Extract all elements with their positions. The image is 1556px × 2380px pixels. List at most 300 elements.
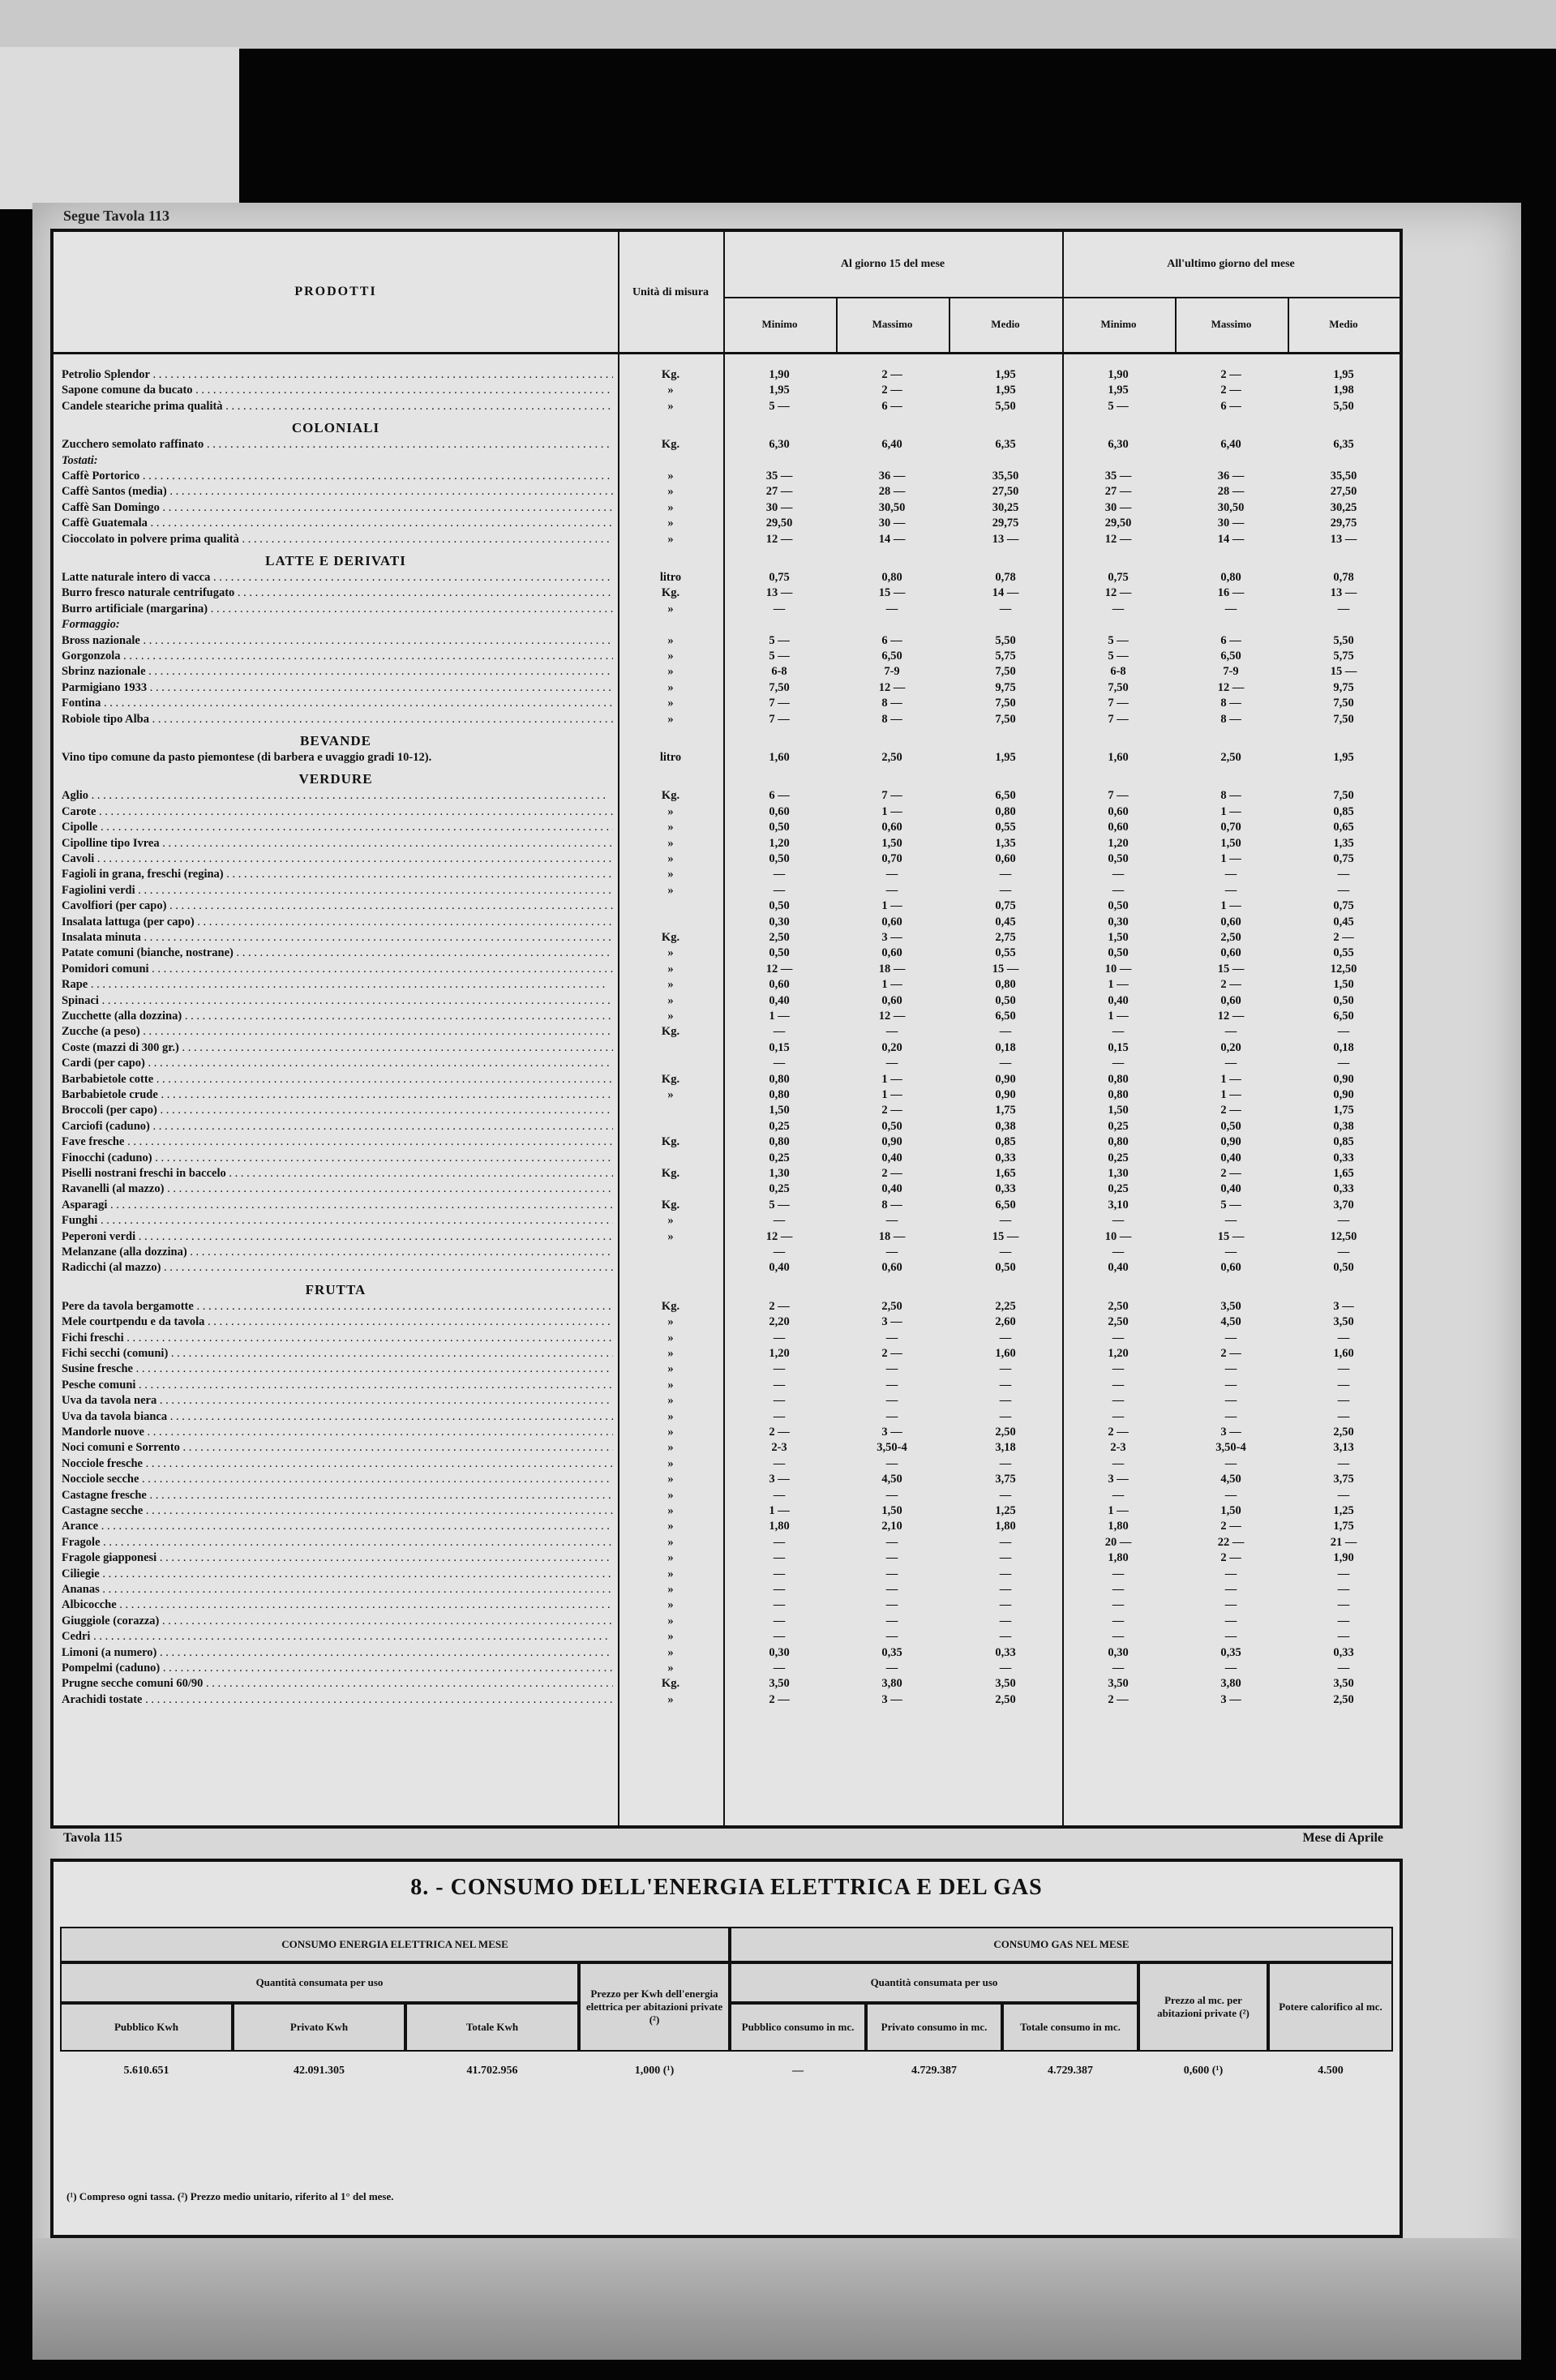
value-max-end: 28 — [1217,485,1245,499]
value-max-end: — [1224,602,1237,615]
value-avg-mid: 0,45 [995,915,1016,928]
value-avg-mid: 6,35 [995,438,1016,452]
value-min-mid: 35 — [765,470,793,482]
product-name: Robiole tipo Alba . . . [62,713,613,727]
value-avg-end: 21 — [1330,1535,1357,1549]
unit-cell: » [667,1598,674,1612]
value-max-mid: 0,60 [881,1261,902,1275]
value-avg-mid: — [999,1598,1012,1612]
table-row [54,533,1400,548]
product-name: Uva da tavola bianca . . . [62,1410,613,1424]
value-min-mid: — [773,1551,786,1565]
section-title: COLONIALI [291,420,380,436]
table-row [54,634,1400,650]
value-avg-end: 7,50 [1333,712,1354,726]
value-max-end: 4,50 [1220,1473,1241,1486]
table-row [54,1489,1400,1504]
value-avg-end: — [1337,883,1350,897]
table-row [54,1379,1400,1394]
value-avg-mid: 3,50 [995,1677,1016,1691]
table-row [54,1151,1400,1167]
value-min-mid: 7 — [769,712,790,726]
value-avg-mid: 0,50 [995,1261,1016,1275]
value-min-end: 7 — [1108,712,1129,726]
value-min-end: — [1112,1456,1125,1470]
value-max-mid: 4,50 [881,1473,902,1486]
elec-price-header: Prezzo per Kwh dell'energia elettrica per abitazioni private (²) [579,1962,730,2052]
table-row [54,1246,1400,1261]
value-min-end: 2,50 [1108,1315,1129,1329]
value-avg-mid: 1,65 [995,1167,1016,1180]
value-avg-end: 0,50 [1333,1261,1354,1275]
product-name: Nocciole fresche . . . [62,1457,613,1471]
value-min-end: — [1112,1331,1125,1344]
value-avg-end: — [1337,602,1350,615]
value-avg-mid: — [999,602,1012,615]
unit-cell: » [667,1214,674,1228]
value-max-mid: — [885,1378,898,1392]
table-row [54,821,1400,836]
table-row [54,1332,1400,1347]
unit-cell: » [667,517,674,530]
value-max-end: 8 — [1220,697,1241,710]
elec-total-value: 41.702.956 [466,2065,518,2077]
value-max-end: 2 — [1220,368,1241,381]
value-avg-end: 0,65 [1333,821,1354,834]
table-row [54,994,1400,1010]
section-title: FRUTTA [305,1281,366,1297]
table-row [54,650,1400,665]
gas-private: Privato consumo in mc. [866,2003,1002,2052]
scan-top-edge [0,0,1556,49]
value-avg-end: 2,50 [1333,1692,1354,1706]
value-min-mid: — [773,1025,786,1039]
product-name: Broccoli (per capo) . . . [62,1104,613,1117]
elec-private-value: 42.091.305 [294,2065,345,2077]
table-row [54,1025,1400,1040]
value-min-mid: 0,25 [769,1182,790,1196]
value-min-end: 20 — [1104,1535,1132,1549]
gas-private-value: 4.729.387 [911,2065,957,2077]
table-row [54,485,1400,500]
value-max-end: — [1224,868,1237,881]
value-min-mid: 0,80 [769,1135,790,1149]
unit-cell: » [667,1441,674,1455]
unit-cell: » [667,384,674,397]
value-max-end: — [1224,1409,1237,1423]
unit-cell: » [667,1662,674,1675]
table-row [54,868,1400,883]
value-min-mid: 1,90 [769,368,790,381]
product-name: Petrolio Splendor . . . [62,368,613,382]
section-title: LATTE E DERIVATI [265,553,406,568]
value-max-end: — [1224,1378,1237,1392]
value-avg-end: — [1337,1057,1350,1070]
value-min-mid: — [773,1246,786,1259]
table-row [54,1182,1400,1198]
value-max-end: 2,50 [1220,931,1241,944]
value-min-end: 1,50 [1108,1104,1129,1117]
value-min-mid: 7 — [769,697,790,710]
value-max-end: 2 — [1220,1551,1241,1565]
elec-header: CONSUMO ENERGIA ELETTRICA NEL MESE [60,1927,730,1962]
value-min-mid: 13 — [765,586,793,600]
product-name: Barbabietole cotte . . . [62,1073,613,1087]
value-max-end: 3 — [1220,1426,1241,1439]
value-avg-end: 1,60 [1333,1347,1354,1360]
gas-total: Totale consumo in mc. [1002,2003,1138,2052]
product-name: Cavolfiori (per capo) . . . [62,899,613,913]
product-name: Vino tipo comune da pasto piemontese (di barbera e uvaggio gradi 10-12). [62,751,432,764]
product-name: Sbrinz nazionale . . . [62,665,613,679]
value-min-end: 0,15 [1108,1040,1129,1054]
table-row [54,884,1400,899]
value-avg-end: 0,78 [1333,571,1354,584]
value-avg-end: 0,75 [1333,852,1354,865]
unit-cell: » [667,1692,674,1706]
product-name: Cioccolato in polvere prima qualità . . . [62,533,613,547]
table-row [54,1041,1400,1057]
product-name: Caffè Portorico . . . [62,470,613,483]
unit-cell: Kg. [661,1025,680,1039]
value-avg-end: — [1337,1662,1350,1675]
header-unit: Unità di misura [618,232,725,352]
table-row [54,681,1400,697]
product-name: Burro artificiale (margarina) . . . [62,603,613,616]
value-max-mid: 1 — [881,899,902,913]
value-min-mid: 2,20 [769,1315,790,1329]
table-row [54,1410,1400,1426]
value-max-mid: — [885,1362,898,1376]
value-max-end: 0,80 [1220,571,1241,584]
value-min-end: 2,50 [1108,1299,1129,1313]
value-min-end: — [1112,1409,1125,1423]
product-name: Mele courtpendu e da tavola . . . [62,1315,613,1329]
value-max-mid: 30 — [878,517,906,530]
value-min-end: 0,25 [1108,1151,1129,1164]
value-min-end: 0,75 [1108,571,1129,584]
value-avg-end: 15 — [1330,665,1357,679]
value-max-end: 0,60 [1220,946,1241,960]
value-avg-mid: 1,95 [995,384,1016,397]
value-min-end: 1,20 [1108,836,1129,850]
unit-cell: » [667,697,674,710]
table-row [54,1167,1400,1182]
value-max-end: 0,40 [1220,1151,1241,1164]
value-max-mid: 12 — [878,1010,906,1023]
value-max-end: 0,60 [1220,1261,1241,1275]
value-max-end: 15 — [1217,1229,1245,1243]
value-avg-mid: 6,50 [995,789,1016,803]
header-max-1: Massimo [836,297,950,352]
value-min-mid: 6 — [769,789,790,803]
value-min-end: — [1112,1662,1125,1675]
table-row [54,789,1400,804]
value-avg-mid: 1,25 [995,1504,1016,1517]
value-max-mid: 28 — [878,485,906,499]
value-min-mid: — [773,1614,786,1627]
value-min-mid: — [773,1456,786,1470]
value-min-mid: — [773,868,786,881]
value-min-end: 0,50 [1108,899,1129,913]
product-name: Bross nazionale . . . [62,634,613,648]
value-min-mid: — [773,1567,786,1580]
value-avg-end: — [1337,1331,1350,1344]
table-row [54,852,1400,868]
value-avg-mid: 0,78 [995,571,1016,584]
value-max-mid: — [885,1214,898,1228]
unit-cell: » [667,1567,674,1580]
value-min-mid: — [773,1409,786,1423]
gas-sub: Quantità consumata per uso [730,1962,1138,2003]
value-min-mid: 0,25 [769,1119,790,1133]
table-row [54,1010,1400,1025]
energy-table [50,1859,1403,2238]
value-avg-mid: 9,75 [995,680,1016,694]
product-name: Carote . . . [62,805,613,819]
value-min-mid: 0,80 [769,1072,790,1086]
value-min-end: 1,95 [1108,384,1129,397]
scan-corner [0,47,239,209]
value-min-mid: 0,30 [769,1645,790,1659]
value-min-mid: 1,20 [769,836,790,850]
value-avg-mid: 0,38 [995,1119,1016,1133]
value-max-end: — [1224,1057,1237,1070]
table-row [54,1230,1400,1246]
value-min-mid: — [773,1583,786,1596]
value-max-mid: 0,60 [881,915,902,928]
value-avg-end: 3,13 [1333,1441,1354,1455]
value-max-mid: — [885,1456,898,1470]
product-name: Mandorle nuove . . . [62,1426,613,1439]
value-min-mid: 27 — [765,485,793,499]
value-max-end: — [1224,1598,1237,1612]
unit-cell: » [667,633,674,647]
value-avg-mid: 13 — [992,532,1019,546]
value-avg-end: — [1337,868,1350,881]
value-min-end: 0,60 [1108,821,1129,834]
value-max-end: 3 — [1220,1692,1241,1706]
value-max-mid: 6,40 [881,438,902,452]
product-name: Pomidori comuni . . . [62,963,613,976]
value-avg-end: 7,50 [1333,697,1354,710]
value-min-end: — [1112,1614,1125,1627]
table-row [54,603,1400,618]
unit-cell: » [667,1426,674,1439]
value-max-mid: — [885,1551,898,1565]
value-max-mid: — [885,1025,898,1039]
value-max-mid: — [885,1057,898,1070]
gas-price-value: 0,600 (¹) [1183,2065,1224,2077]
value-max-mid: 15 — [878,586,906,600]
product-name: Latte naturale intero di vacca . . . [62,571,613,585]
value-avg-mid: 2,50 [995,1692,1016,1706]
table-row [54,1693,1400,1709]
value-avg-mid: 1,80 [995,1520,1016,1533]
value-avg-mid: 6,50 [995,1010,1016,1023]
value-max-mid: — [885,883,898,897]
unit-cell: » [667,868,674,881]
value-min-mid: 7,50 [769,680,790,694]
value-min-end: 3 — [1108,1473,1129,1486]
value-max-end: — [1224,1614,1237,1627]
value-min-end: 0,50 [1108,946,1129,960]
product-name: Formaggio: [62,618,120,632]
product-name: Finocchi (caduno) . . . [62,1151,613,1165]
header-max-2: Massimo [1175,297,1289,352]
value-min-mid: 0,50 [769,821,790,834]
product-name: Cavoli . . . [62,852,613,866]
unit-cell: » [667,962,674,976]
table-row [54,665,1400,680]
product-name: Coste (mazzi di 300 gr.) . . . [62,1041,613,1055]
product-name: Zucche (a peso) . . . [62,1025,613,1039]
gas-power-value: 4.500 [1318,2065,1344,2077]
header-mid-month: Al giorno 15 del mese [723,232,1064,298]
value-max-mid: 2 — [881,1167,902,1180]
value-min-end: 3,10 [1108,1198,1129,1211]
value-min-end: 27 — [1104,485,1132,499]
value-avg-mid: 15 — [992,962,1019,976]
value-min-mid: — [773,1598,786,1612]
value-avg-mid: — [999,1025,1012,1039]
value-max-mid: 36 — [878,470,906,482]
product-name: Cipolle . . . [62,821,613,834]
value-max-mid: 2 — [881,384,902,397]
product-name: Cardi (per capo) . . . [62,1057,613,1070]
value-min-end: — [1112,868,1125,881]
value-min-mid: 2 — [769,1299,790,1313]
value-avg-end: 27,50 [1330,485,1357,499]
value-avg-mid: — [999,1630,1012,1644]
value-max-end: 12 — [1217,680,1245,694]
gas-public: Pubblico consumo in mc. [730,2003,866,2052]
product-name: Patate comuni (bianche, nostrane) . . . [62,946,613,960]
value-min-mid: 29,50 [765,517,793,530]
table-row [54,946,1400,962]
product-name: Fragole giapponesi . . . [62,1551,613,1565]
value-avg-end: 1,95 [1333,751,1354,764]
value-min-mid: — [773,1362,786,1376]
value-avg-mid: 0,33 [995,1151,1016,1164]
table-row [54,1473,1400,1488]
value-max-mid: 3 — [881,1692,902,1706]
value-avg-mid: 0,80 [995,978,1016,992]
product-name: Radicchi (al mazzo) . . . [62,1261,613,1275]
value-avg-mid: 0,50 [995,993,1016,1007]
value-avg-end: 1,98 [1333,384,1354,397]
value-max-end: 4,50 [1220,1315,1241,1329]
value-max-end: — [1224,1362,1237,1376]
value-max-mid: 0,35 [881,1645,902,1659]
value-avg-mid: — [999,868,1012,881]
energy-title: 8. - CONSUMO DELL'ENERGIA ELETTRICA E DEL GAS [410,1875,1043,1900]
header-min-2: Minimo [1062,297,1177,352]
value-min-end: 3,50 [1108,1677,1129,1691]
value-max-end: 15 — [1217,962,1245,976]
value-min-mid: 0,15 [769,1040,790,1054]
value-min-end: 0,30 [1108,915,1129,928]
value-avg-mid: — [999,1551,1012,1565]
value-min-end: 10 — [1104,1229,1132,1243]
product-name: Gorgonzola . . . [62,650,613,663]
table-row [54,1441,1400,1456]
value-max-end: — [1224,1456,1237,1470]
unit-cell: » [667,1362,674,1376]
value-max-end: 30,50 [1217,500,1245,514]
value-max-mid: 3 — [881,1426,902,1439]
product-name: Susine fresche . . . [62,1362,613,1376]
unit-cell: » [667,470,674,482]
unit-cell: » [667,712,674,726]
value-avg-mid: — [999,1246,1012,1259]
table-row [54,470,1400,485]
value-min-mid: 5 — [769,399,790,413]
value-max-mid: 3,50-4 [877,1441,907,1455]
unit-cell: » [667,532,674,546]
unit-cell: Kg. [661,1299,680,1313]
value-max-end: 2 — [1220,1167,1241,1180]
table-row [54,586,1400,602]
value-max-mid: 1 — [881,804,902,818]
value-max-mid: — [885,602,898,615]
value-avg-mid: 2,60 [995,1315,1016,1329]
value-avg-mid: 1,35 [995,836,1016,850]
value-min-end: 0,25 [1108,1119,1129,1133]
product-name: Asparagi . . . [62,1199,613,1212]
value-max-end: 0,90 [1220,1135,1241,1149]
value-min-mid: — [773,1331,786,1344]
value-min-end: 5 — [1108,633,1129,647]
value-max-end: 1 — [1220,899,1241,913]
value-avg-mid: 1,95 [995,368,1016,381]
value-max-mid: — [885,1331,898,1344]
unit-cell: » [667,836,674,850]
product-name: Aglio . . . [62,789,613,803]
header-avg-1: Medio [949,297,1064,352]
value-avg-end: 1,35 [1333,836,1354,850]
unit-cell: » [667,1394,674,1408]
value-avg-mid: 1,75 [995,1104,1016,1117]
value-avg-mid: 7,50 [995,712,1016,726]
value-max-end: 1 — [1220,1088,1241,1101]
table-row [54,1520,1400,1535]
value-avg-mid: 0,55 [995,946,1016,960]
value-min-end: — [1112,1246,1125,1259]
table-row [54,916,1400,931]
value-avg-mid: 7,50 [995,697,1016,710]
value-max-mid: 2 — [881,368,902,381]
table-row [54,837,1400,852]
value-min-end: 1,60 [1108,751,1129,764]
value-avg-end: 3,75 [1333,1473,1354,1486]
value-max-mid: 0,40 [881,1151,902,1164]
value-max-end: 1 — [1220,804,1241,818]
unit-cell: » [667,1378,674,1392]
table-row [54,1598,1400,1614]
unit-cell: » [667,978,674,992]
value-avg-end: — [1337,1598,1350,1612]
value-max-end: — [1224,1025,1237,1039]
value-max-mid: 18 — [878,962,906,976]
header-avg-2: Medio [1329,318,1358,330]
value-max-mid: — [885,1246,898,1259]
value-max-end: 6,40 [1220,438,1241,452]
value-min-end: 0,50 [1108,852,1129,865]
value-min-mid: — [773,602,786,615]
value-avg-end: — [1337,1630,1350,1644]
value-max-end: 2 — [1220,384,1241,397]
